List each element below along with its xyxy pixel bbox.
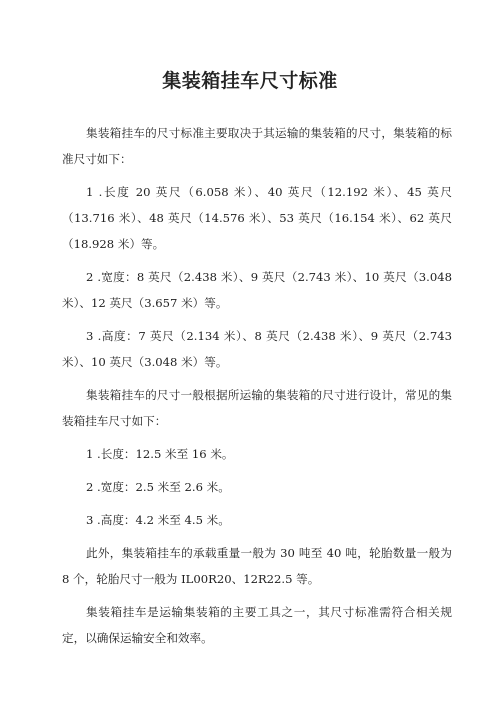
document-body [62, 120, 452, 658]
container-width-item: 2 .宽度：8 英尺（2.438 米）、9 英尺（2.743 米）、10 英尺（3.048 米）、12 英尺（3.657 米）等。 [62, 270, 452, 310]
trailer-width-item: 2 .宽度：2.5 米至 2.6 米。 [86, 480, 230, 494]
intro-paragraph: 集装箱挂车的尺寸标准主要取决于其运输的集装箱的尺寸，集装箱的标准尺寸如下： [62, 126, 452, 166]
container-length-item: 1 .长度 20 英尺（6.058 米）、40 英尺（12.192 米）、45 英尺（13.716 米）、48 英尺（14.576 米）、53 英尺（16.154 米）、62 英尺（18.928 米）等。 [62, 185, 452, 251]
load-and-tire-paragraph: 此外，集装箱挂车的承载重量一般为 30 吨至 40 吨，轮胎数量一般为 8 个，轮胎尺寸一般为 IL00R20、12R22.5 等。 [62, 546, 452, 586]
trailer-height-item: 3 .高度：4.2 米至 4.5 米。 [86, 513, 230, 527]
conclusion-paragraph: 集装箱挂车是运输集装箱的主要工具之一，其尺寸标准需符合相关规定，以确保运输安全和效率。 [62, 605, 452, 645]
page-title: 集装箱挂车尺寸标准 [162, 70, 338, 92]
trailer-length-item: 1 .长度：12.5 米至 16 米。 [86, 447, 234, 461]
trailer-design-paragraph: 集装箱挂车的尺寸一般根据所运输的集装箱的尺寸进行设计，常见的集装箱挂车尺寸如下： [62, 388, 452, 428]
container-height-item: 3 .高度：7 英尺（2.134 米）、8 英尺（2.438 米）、9 英尺（2.743 米）、10 英尺（3.048 米）等。 [62, 329, 452, 369]
